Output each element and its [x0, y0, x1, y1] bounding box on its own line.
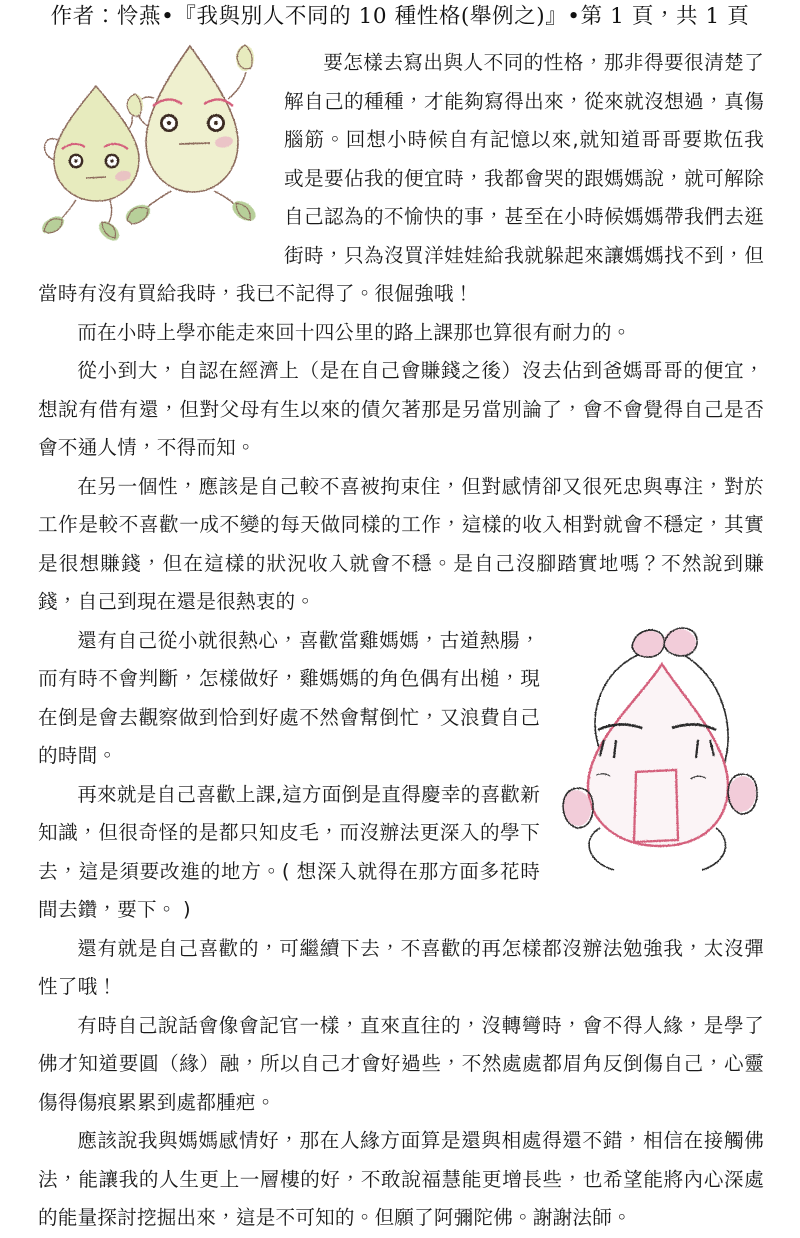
document-body — [38, 44, 764, 1238]
page-header-title: 作者：怜燕•『我與別人不同的 10 種性格(舉例之)』•第 1 頁，共 1 頁 — [50, 4, 750, 29]
paragraph-6: 再來就是自己喜歡上課‚這方面倒是直得慶幸的喜歡新知識，但很奇怪的是都只知皮毛，而沒辦法更深入的學下去，這是須要改進的地方。( 想深入就得在那方面多花時間去鑽，要下。 ) — [38, 782, 540, 921]
paragraph-8: 有時自己說話會像會記官一樣，直來直往的，沒轉彎時，會不得人緣，是學了佛才知道要圓（緣）融，所以自己才會好過些，不然處處都眉角反倒傷自己，心靈傷得傷痕累累到處都腫疤。 — [38, 1013, 764, 1114]
angry-character-large — [123, 45, 259, 227]
illustration-pink-character — [556, 622, 764, 874]
paragraph-3: 從小到大，自認在經濟上（是在自己會賺錢之後）沒去佔到爸媽哥哥的便宜，想說有借有還，但對父母有生以來的債欠著那是另當別論了，會不會覺得自己是否會不通人情，不得而知。 — [38, 359, 764, 459]
paragraph-5: 還有自己從小就很熱心，喜歡當雞媽媽，古道熱腸，而有時不會判斷，怎樣做好，雞媽媽的角色偶有出槌，現在倒是會去觀察做到恰到好處不然會幫倒忙，又浪費自己的時間。 — [38, 628, 540, 767]
paragraph-2: 而在小時上學亦能走來回十四公里的路上課那也算很有耐力的。 — [77, 320, 632, 344]
angry-character-small — [39, 86, 139, 244]
pink-character — [561, 626, 759, 870]
illustration-angry-pair — [38, 44, 270, 240]
paragraph-1: 要怎樣去寫出與人不同的性格，那非得要很清楚了解自己的種種，才能夠寫得出來，從來就沒想過，真傷腦筋。回想小時候自有記憶以來‚就知道哥哥要欺伍我或是要佔我的便宜時，我都會哭的跟媽媽說，就可解除自己認為的不愉快的事，甚至在小時候媽媽帶我們去逛街時，只為沒買洋娃娃給我就躲起來讓媽媽找不到，但當時有沒有買給我時，我已不記得了。很倔強哦！ — [38, 51, 764, 305]
paragraph-9: 應該說我與媽媽感情好，那在人緣方面算是還與相處得還不錯，相信在接觸佛法，能讓我的人生更上一層樓的好，不敢說福慧能更增長些，也希望能將內心深處的能量探討挖掘出來，這是不可知的。但願了阿彌陀佛。謝謝法師。 — [38, 1129, 764, 1229]
paragraph-4: 在另一個性，應該是自己較不喜被拘束住，但對感情卻又很死忠與專注，對於工作是較不喜歡一成不變的每天做同樣的工作，這樣的收入相對就會不穩定，其實是很想賺錢，但在這樣的狀況收入就會不穩。是自己沒腳踏實地嗎？不然說到賺錢，自己到現在還是很熱衷的。 — [38, 474, 764, 613]
paragraph-7: 還有就是自己喜歡的，可繼續下去，不喜歡的再怎樣都沒辦法勉強我，太沒彈性了哦！ — [38, 936, 764, 998]
